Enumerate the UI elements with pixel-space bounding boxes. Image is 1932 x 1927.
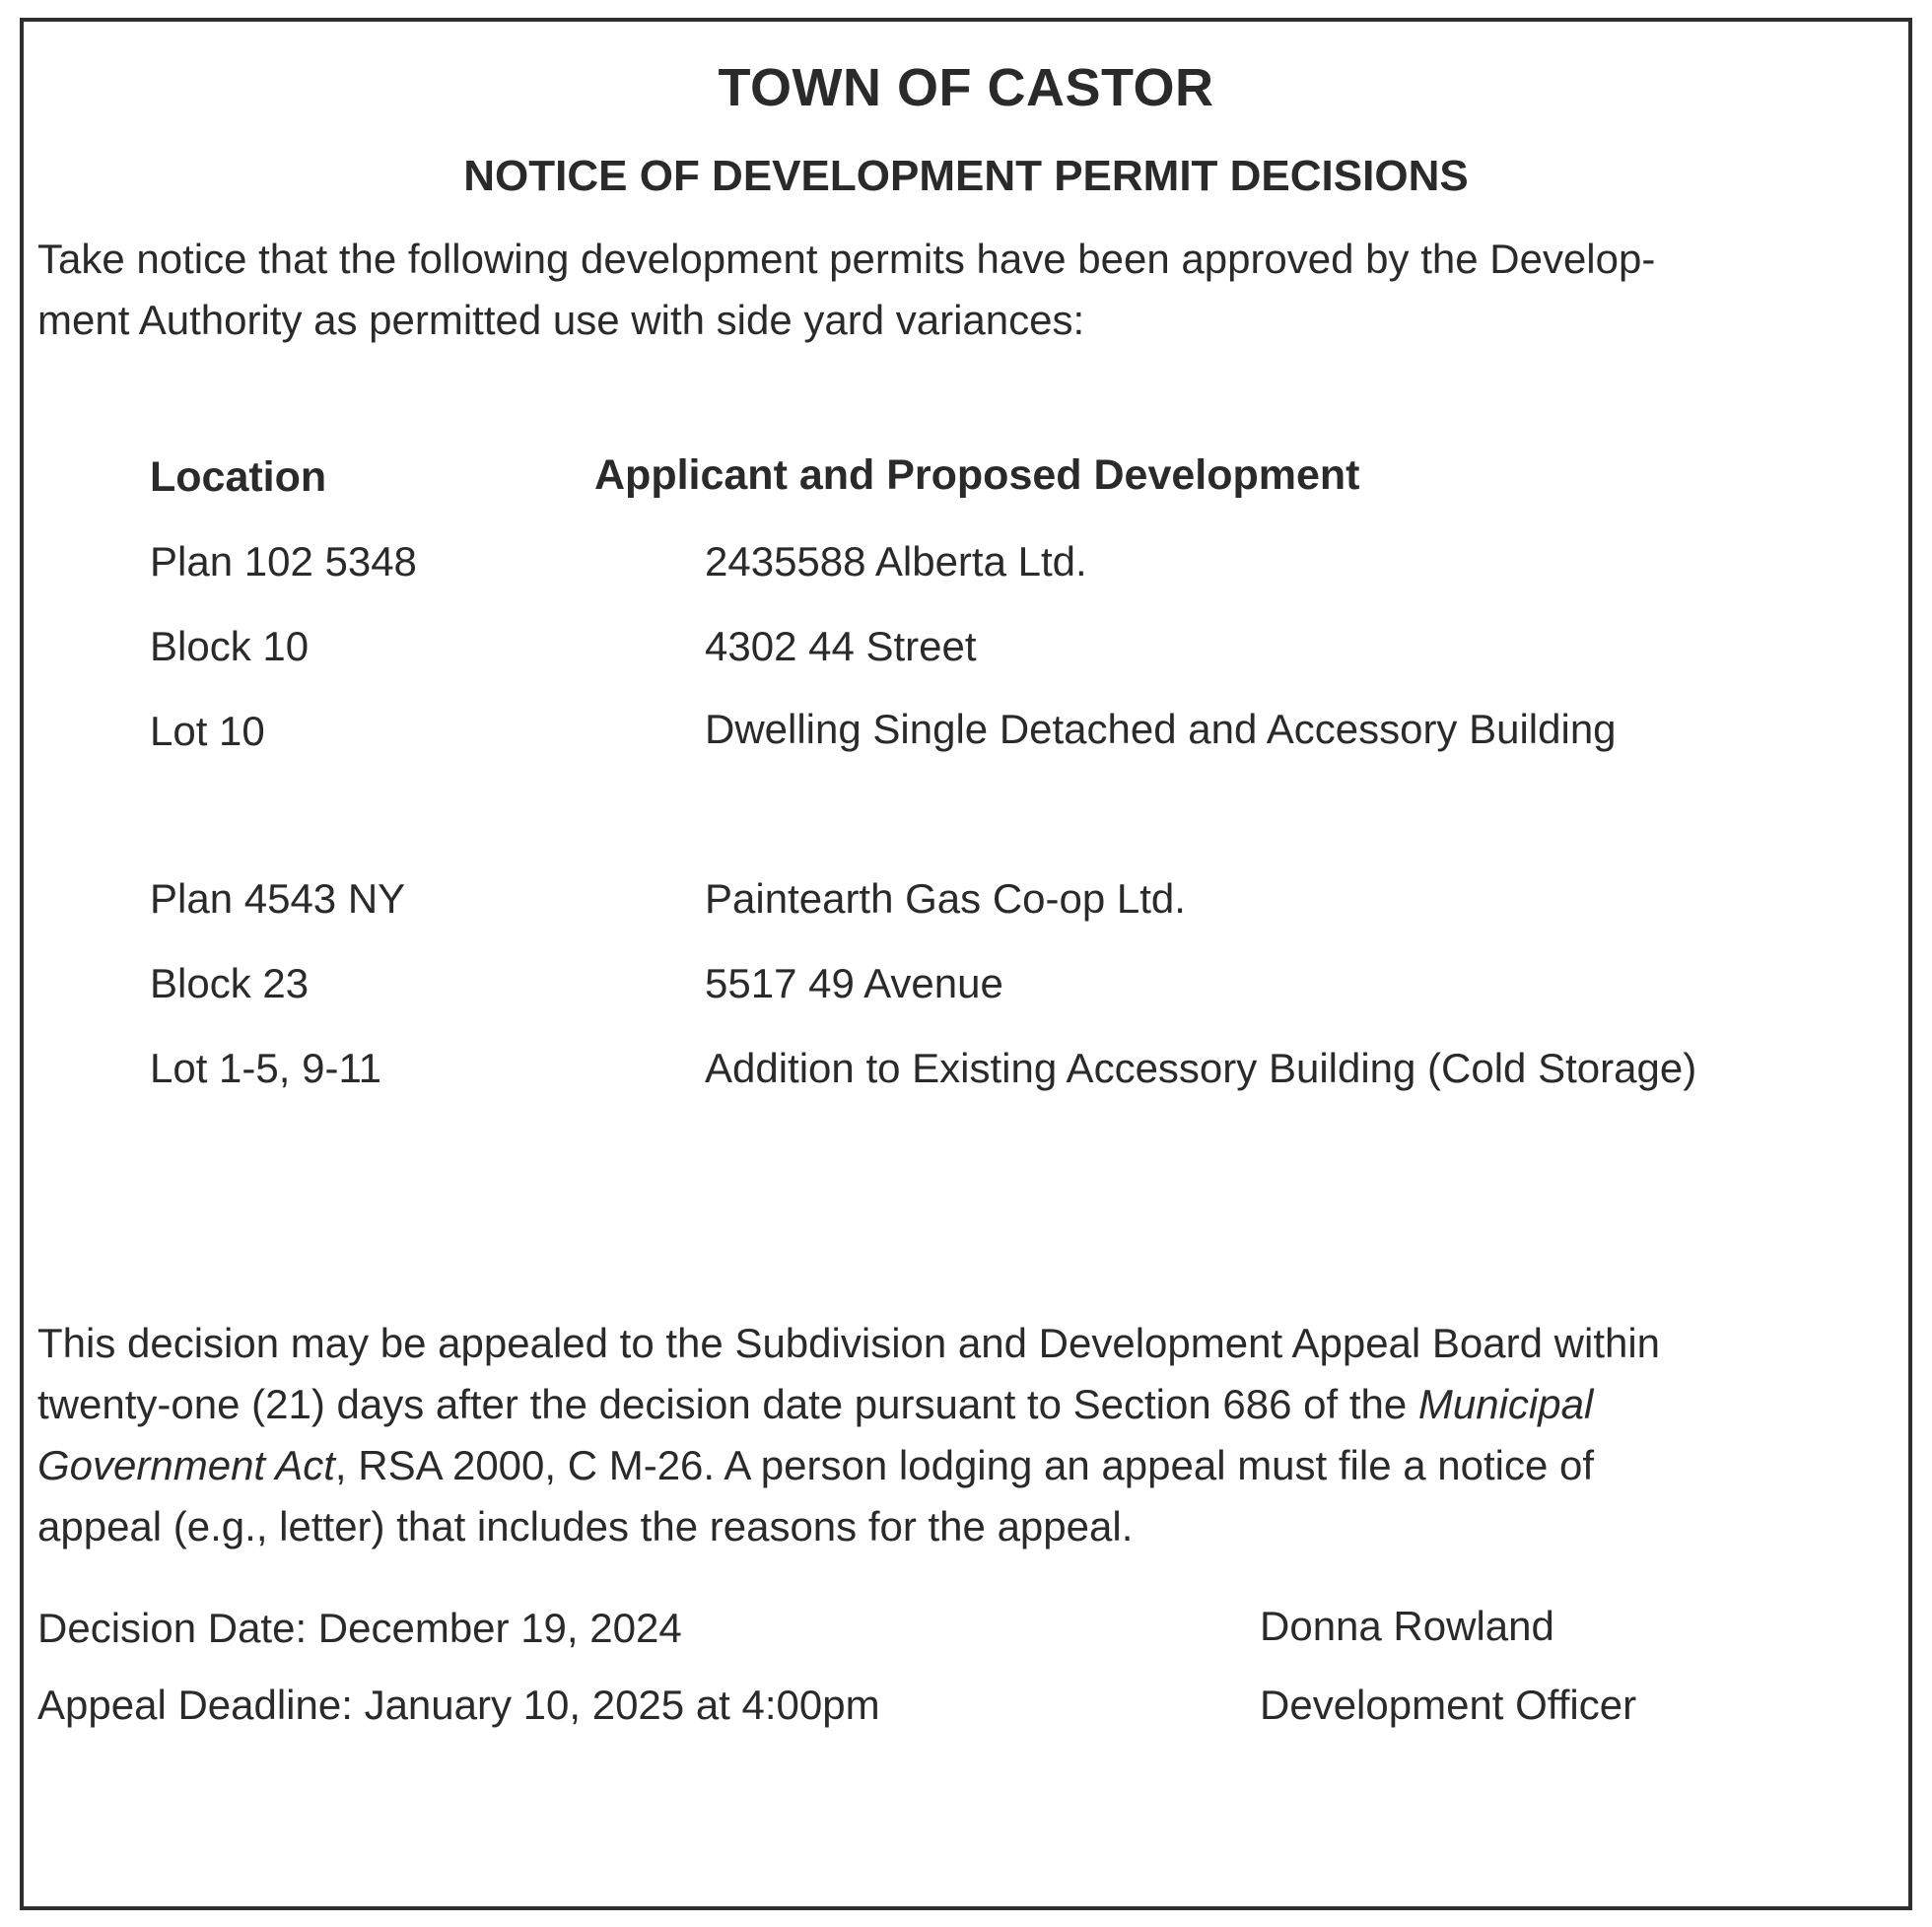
permit-2-plan: Plan 4543 NY: [150, 875, 406, 922]
decision-date: Decision Date: December 19, 2024: [37, 1605, 682, 1651]
officer-title: Development Officer: [1260, 1682, 1637, 1728]
act-name-part-1: Municipal: [1417, 1381, 1594, 1427]
permit-1-block: Block 10: [150, 623, 310, 669]
permit-2-address: 5517 49 Avenue: [705, 960, 1003, 1006]
intro-paragraph: [37, 229, 1900, 351]
intro-line-1: Take notice that the following development permits have been approved by the Develop-: [37, 236, 1656, 282]
permit-2-applicant: Paintearth Gas Co-op Ltd.: [705, 875, 1186, 922]
permit-2-lot: Lot 1-5, 9-11: [150, 1045, 382, 1091]
permit-1-applicant: 2435588 Alberta Ltd.: [705, 538, 1087, 585]
act-name-part-2: Government Act: [37, 1442, 335, 1488]
notice-frame: [20, 18, 1912, 1910]
appeal-line-1: This decision may be appealed to the Subdivision and Development Appeal Board within: [37, 1320, 1661, 1366]
appeal-line-3-text: , RSA 2000, C M-26. A person lodging an appeal must file a notice of: [334, 1442, 1595, 1488]
notice-subtitle: NOTICE OF DEVELOPMENT PERMIT DECISIONS: [463, 152, 1469, 200]
appeal-line-2-text: twenty-one (21) days after the decision date pursuant to Section 686 of the: [37, 1381, 1418, 1427]
permit-1-plan: Plan 102 5348: [150, 538, 417, 585]
appeal-deadline: Appeal Deadline: January 10, 2025 at 4:00pm: [37, 1682, 880, 1728]
column-header-applicant: Applicant and Proposed Development: [594, 451, 1360, 499]
permit-1-address: 4302 44 Street: [705, 623, 977, 669]
permit-2-development: Addition to Existing Accessory Building (Cold Storage): [705, 1045, 1697, 1091]
permit-1-development: Dwelling Single Detached and Accessory Building: [705, 706, 1617, 752]
notice-title: TOWN OF CASTOR: [718, 58, 1214, 117]
appeal-line-3: [37, 1435, 1910, 1496]
appeal-paragraph: [37, 1313, 1910, 1557]
column-header-location: Location: [150, 453, 327, 501]
officer-name: Donna Rowland: [1260, 1603, 1554, 1649]
permit-2-block: Block 23: [150, 960, 310, 1006]
permit-1-lot: Lot 10: [150, 708, 265, 754]
intro-line-2: ment Authority as permitted use with side yard variances:: [37, 297, 1085, 343]
appeal-line-4: appeal (e.g., letter) that includes the reasons for the appeal.: [37, 1503, 1134, 1549]
appeal-line-2: [37, 1374, 1910, 1435]
